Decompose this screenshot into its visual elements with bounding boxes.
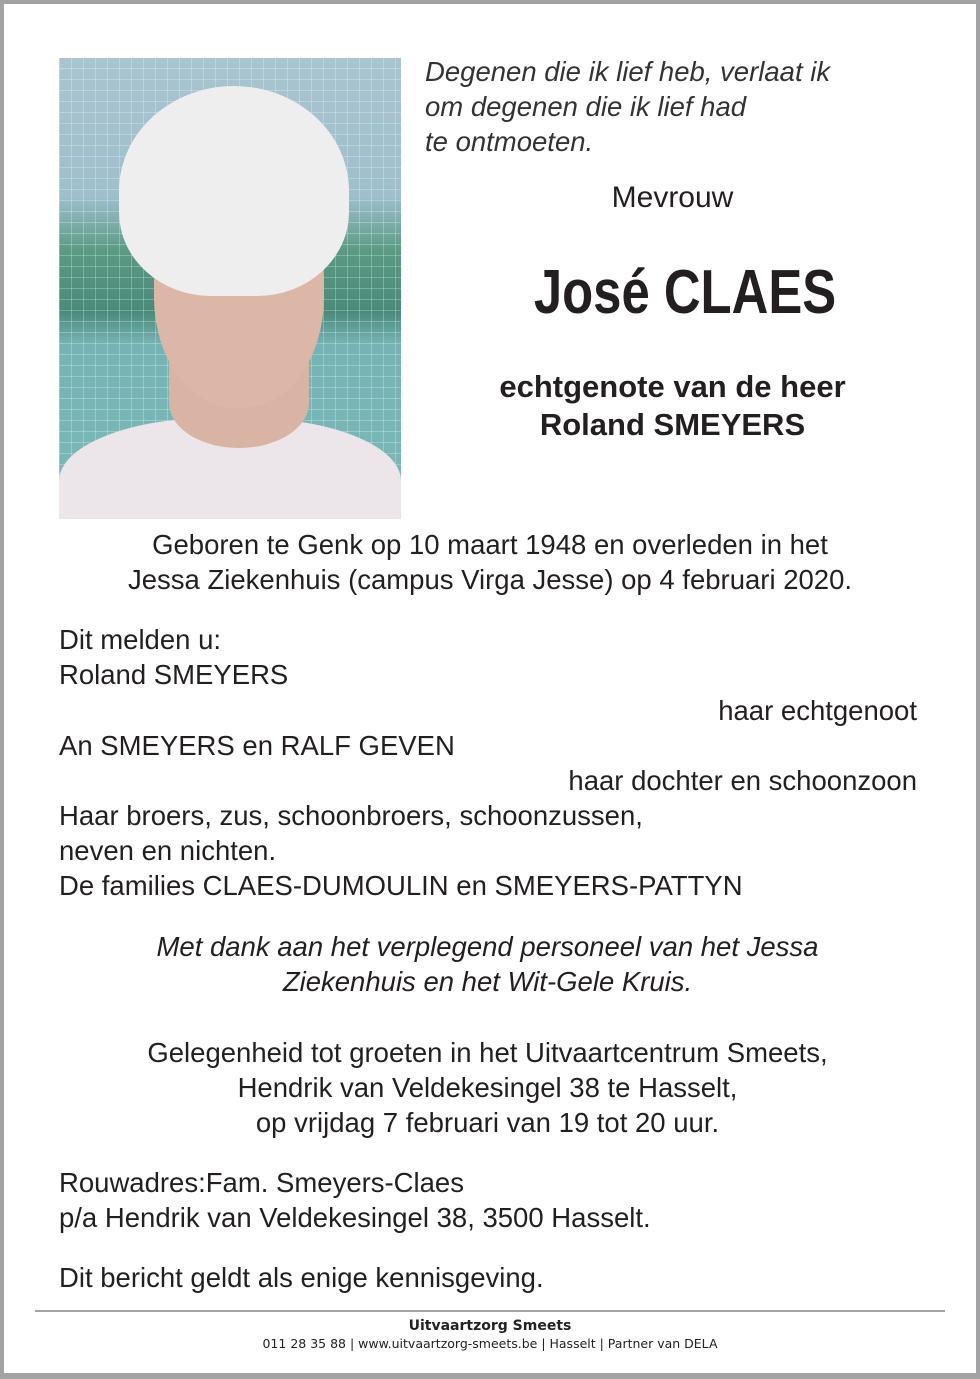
birth-line: Geboren te Genk op 10 maart 1948 en overleden in het — [152, 529, 828, 560]
death-line: Jessa Ziekenhuis (campus Virga Jesse) op 4 februari 2020. — [127, 564, 853, 595]
quote-line: om degenen die ik lief had — [425, 91, 747, 122]
spouse-name: Roland SMEYERS — [539, 407, 806, 442]
visitation — [0, 1035, 975, 1140]
title: Mevrouw — [611, 181, 734, 214]
mourner-relation: haar dochter en schoonzoon — [568, 765, 917, 796]
mourner-name: An SMEYERS en RALF GEVEN — [59, 730, 455, 761]
deceased-name: José CLAES — [533, 258, 837, 327]
thanks-line: Ziekenhuis en het Wit-Gele Kruis. — [282, 966, 693, 997]
footer-contact: 011 28 35 88 | www.uitvaartzorg-smeets.be | Hasselt | Partner van DELA — [262, 1336, 718, 1351]
visitation-line: op vrijdag 7 februari van 19 tot 20 uur. — [255, 1107, 720, 1138]
footer-company: Uitvaartzorg Smeets — [408, 1318, 572, 1334]
closing-note: Dit bericht geldt als enige kennisgeving. — [59, 1262, 544, 1293]
mourner-relation: haar echtgenoot — [718, 695, 917, 726]
family-line: Haar broers, zus, schoonbroers, schoonzussen, — [59, 800, 643, 831]
family-line: neven en nichten. — [59, 835, 277, 866]
quote — [425, 54, 830, 159]
spouse-line: echtgenote van de heer — [499, 369, 846, 404]
portrait-photo — [59, 58, 401, 519]
mourner-name: Roland SMEYERS — [59, 659, 289, 690]
mourning-address — [59, 1165, 651, 1235]
quote-line: Degenen die ik lief heb, verlaat ik — [425, 56, 831, 87]
visitation-line: Gelegenheid tot groeten in het Uitvaartcentrum Smeets, — [147, 1037, 828, 1068]
address-line: Rouwadres:Fam. Smeyers-Claes — [59, 1167, 464, 1198]
birth-death — [0, 527, 980, 597]
footer-divider — [35, 1310, 945, 1312]
family-line: De families CLAES-DUMOULIN en SMEYERS-PATTYN — [59, 870, 743, 901]
address-line: p/a Hendrik van Veldekesingel 38, 3500 Hasselt. — [59, 1202, 651, 1233]
announce-intro: Dit melden u: — [59, 624, 222, 655]
visitation-line: Hendrik van Veldekesingel 38 te Hasselt, — [237, 1072, 738, 1103]
family-lines — [59, 798, 743, 903]
quote-line: te ontmoeten. — [425, 126, 594, 157]
thanks — [0, 929, 975, 999]
spouse-block — [425, 368, 920, 444]
thanks-line: Met dank aan het verplegend personeel van het Jessa — [156, 931, 819, 962]
